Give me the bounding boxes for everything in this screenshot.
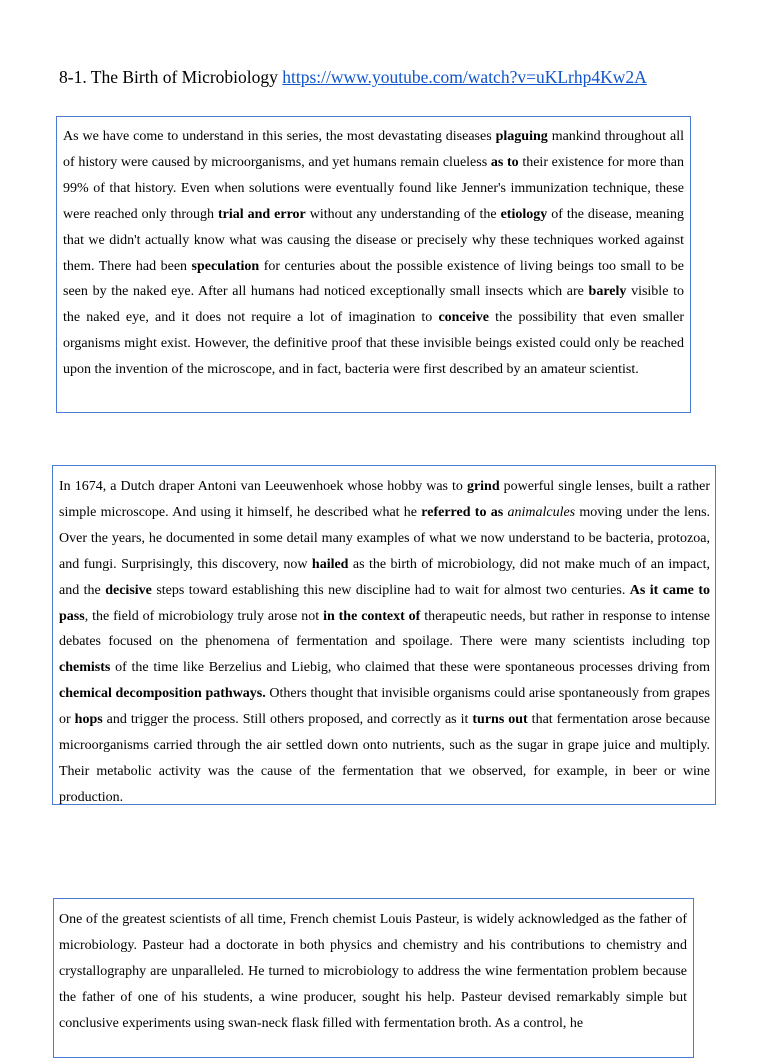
bold-term: barely: [588, 284, 627, 300]
bold-term: conceive: [438, 310, 489, 326]
paragraph-box-2: [52, 465, 716, 805]
bold-term: in the context of: [323, 608, 421, 624]
video-link[interactable]: https://www.youtube.com/watch?v=uKLrhp4Kw2A: [282, 67, 647, 87]
bold-term: chemists: [59, 660, 111, 676]
bold-term: chemical decomposition pathways.: [59, 686, 266, 702]
bold-term: trial and error: [218, 206, 306, 222]
bold-term: speculation: [191, 258, 260, 274]
bold-term: as to: [490, 154, 519, 170]
paragraph-box-3: [53, 898, 694, 1058]
bold-term: referred to as: [421, 504, 504, 520]
bold-term: turns out: [472, 712, 528, 728]
paragraph-1: As we have come to understand in this series, the most devastating diseases plaguing mankind throughout all of history were caused by microorganisms, and yet humans remain clueless as to their existence for more than 99% of that history. Even when solutions were eventually found like Jenner's immunization technique, these were reached only through trial and error without any understanding of the etiology of the disease, meaning that we didn't actually know what was causing the disease or precisely why these techniques worked against them. There had been speculation for centuries about the possible existence of living beings too small to be seen by the naked eye. After all humans had noticed exceptionally small insects which are barely visible to the naked eye, and it does not require a lot of imagination to conceive the possibility that even smaller organisms might exist. However, the definitive proof that these invisible beings existed could only be reached upon the invention of the microscope, and in fact, bacteria were first described by an amateur scientist.: [63, 129, 684, 378]
page-heading: [59, 64, 749, 90]
bold-term: decisive: [105, 582, 152, 598]
paragraph-box-1: [56, 116, 691, 413]
bold-term: grind: [466, 479, 500, 494]
bold-term: hops: [74, 712, 103, 728]
italic-term: animalcules: [507, 504, 576, 520]
bold-term: hailed: [311, 556, 349, 572]
bold-term: plaguing: [495, 129, 548, 144]
paragraph-3: One of the greatest scientists of all time, French chemist Louis Pasteur, is widely acknowledged as the father of microbiology. Pasteur had a doctorate in both physics and chemistry and his contributions to chemistry and crystallography are unparalleled. He turned to microbiology to address the wine fermentation problem because the father of one of his students, a wine producer, sought his help. Pasteur devised remarkably simple but conclusive experiments using swan-neck flask filled with fermentation broth. As a control, he: [59, 912, 687, 1031]
bold-term: etiology: [500, 206, 548, 222]
paragraph-2: In 1674, a Dutch draper Antoni van Leeuwenhoek whose hobby was to grind powerful single lenses, built a rather simple microscope. And using it himself, he described what he referred to as animalcules moving under the lens. Over the years, he documented in some detail many examples of what we now understand to be bacteria, protozoa, and fungi. Surprisingly, this discovery, now hailed as the birth of microbiology, did not make much of an impact, and the decisive steps toward establishing this new discipline had to wait for almost two centuries. As it came to pass, the field of microbiology truly arose not in the context of therapeutic needs, but rather in response to intense debates focused on the phenomena of fermentation and spoilage. There were many scientists including top chemists of the time like Berzelius and Liebig, who claimed that these were spontaneous processes driving from chemical decomposition pathways. Others thought that invisible organisms could arise spontaneously from grapes or hops and trigger the process. Still others proposed, and correctly as it turns out that fermentation arose because microorganisms carried through the air settled down onto nutrients, such as the sugar in grape juice and multiply. Their metabolic activity was the cause of the fermentation that we observed, for example, in beer or wine production.: [59, 479, 711, 805]
heading-title: 8-1. The Birth of Microbiology: [59, 67, 283, 87]
bold-term: As it came to pass: [59, 582, 710, 624]
